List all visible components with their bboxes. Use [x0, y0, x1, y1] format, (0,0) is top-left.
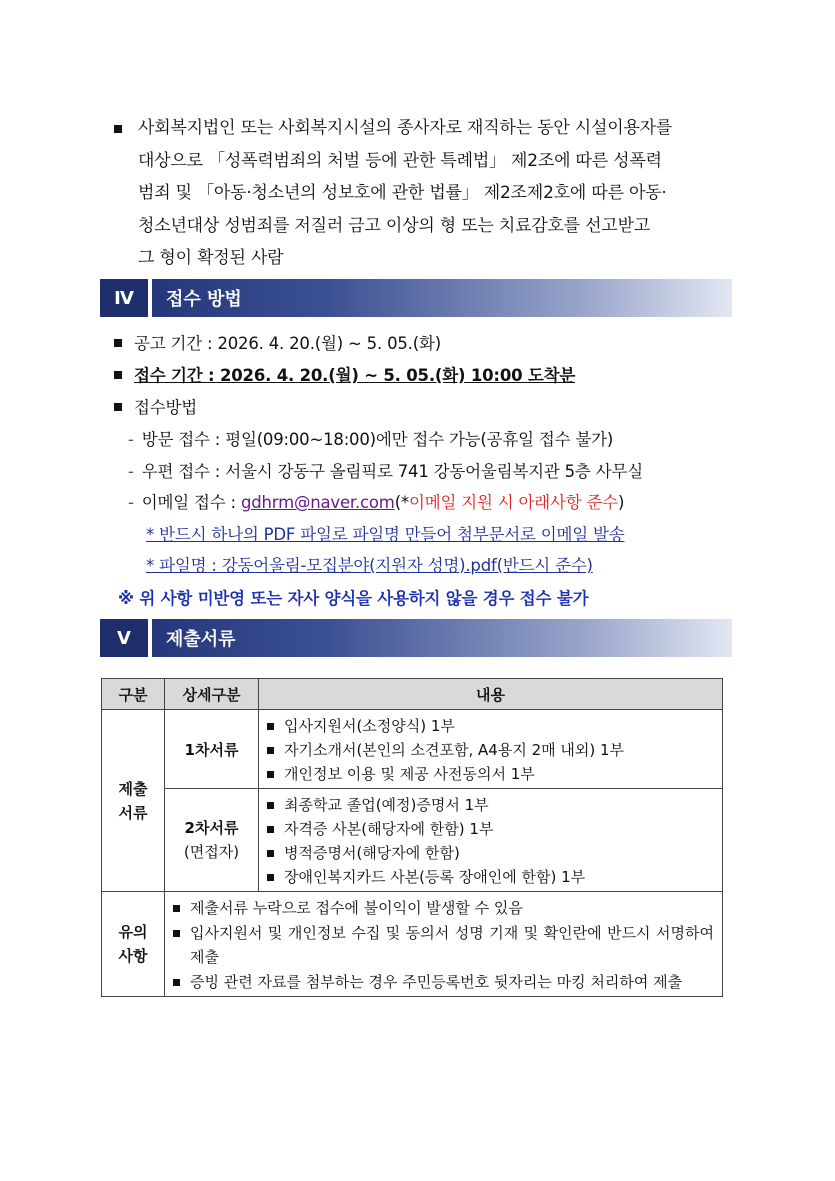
- section-title: 제출서류: [152, 619, 732, 657]
- square-bullet-icon: [114, 371, 122, 379]
- square-bullet-icon: [173, 905, 180, 912]
- section-header-documents: [100, 619, 732, 657]
- table-header-row: [102, 679, 723, 710]
- list-item: 증빙 관련 자료를 첨부하는 경우 주민등록번호 뒷자리는 마킹 처리하여 제출: [173, 970, 714, 995]
- second-round-items: [259, 789, 723, 892]
- square-bullet-icon: [267, 723, 274, 730]
- square-bullet-icon: [114, 125, 122, 133]
- receipt-period: 접수 기간 : 2026. 4. 20.(월) ~ 5. 05.(화) 10:00 도착분: [114, 362, 575, 386]
- list-item: 입사지원서 및 개인정보 수집 및 동의서 성명 기재 및 확인란에 반드시 서명하여 제출: [173, 921, 714, 970]
- second-round-label: 2차서류 (면접자): [165, 789, 259, 892]
- first-round-items: [259, 710, 723, 789]
- post-method: - 우편 접수 : 서울시 강동구 올림픽로 741 강동어울림복지관 5층 사무실: [128, 462, 643, 481]
- list-item: 병적증명서(해당자에 한함): [267, 841, 716, 865]
- list-item: 자격증 사본(해당자에 한함) 1부: [267, 817, 716, 841]
- list-item: 입사지원서(소정양식) 1부: [267, 714, 716, 738]
- header-category: 구분: [102, 679, 165, 710]
- section-number: Ⅴ: [100, 619, 148, 657]
- disqualification-paragraph: [112, 112, 742, 275]
- header-detail: 상세구분: [165, 679, 259, 710]
- notes-items: [165, 892, 723, 997]
- square-bullet-icon: [267, 874, 274, 881]
- dash-icon: -: [128, 493, 134, 512]
- category-notes: 유의 사항: [102, 892, 165, 997]
- email-link[interactable]: gdhrm@naver.com: [240, 493, 395, 512]
- intro-line: 사회복지법인 또는 사회복지시설의 종사자로 재직하는 동안 시설이용자를: [112, 112, 742, 145]
- table-row: [102, 710, 723, 789]
- list-item: 제출서류 누락으로 접수에 불이익이 발생할 수 있음: [173, 896, 714, 921]
- category-submission: 제출 서류: [102, 710, 165, 892]
- notice-period: 공고 기간 : 2026. 4. 20.(월) ~ 5. 05.(화): [114, 330, 441, 354]
- pdf-note: * 반드시 하나의 PDF 파일로 파일명 만들어 첨부문서로 이메일 발송: [146, 525, 625, 544]
- intro-line: 범죄 및 「아동·청소년의 성보호에 관한 법률」 제2조제2호에 따른 아동·: [138, 183, 667, 204]
- email-method: - 이메일 접수 : gdhrm@naver.com(*이메일 지원 시 아래사항 준수): [128, 493, 625, 512]
- visit-method: - 방문 접수 : 평일(09:00~18:00)에만 접수 가능(공휴일 접수 불가): [128, 430, 614, 449]
- list-item: 개인정보 이용 및 제공 사전동의서 1부: [267, 762, 716, 786]
- documents-table: [101, 678, 723, 997]
- square-bullet-icon: [267, 826, 274, 833]
- method-label: 접수방법: [114, 394, 197, 418]
- rejection-warning: ※ 위 사항 미반영 또는 자사 양식을 사용하지 않을 경우 접수 불가: [118, 589, 589, 608]
- section-header-application-method: [100, 279, 732, 317]
- filename-note: * 파일명 : 강동어울림-모집분야(지원자 성명).pdf(반드시 준수): [146, 556, 593, 575]
- square-bullet-icon: [173, 930, 180, 937]
- intro-line: 그 형이 확정된 사람: [138, 248, 284, 269]
- square-bullet-icon: [267, 802, 274, 809]
- table-row: [102, 789, 723, 892]
- dash-icon: -: [128, 430, 134, 449]
- list-item: 자기소개서(본인의 소견포함, A4용지 2매 내외) 1부: [267, 738, 716, 762]
- section-number: Ⅳ: [100, 279, 148, 317]
- email-warning: 이메일 지원 시 아래사항 준수: [408, 493, 619, 512]
- list-item: 장애인복지카드 사본(등록 장애인에 한함) 1부: [267, 865, 716, 889]
- intro-line: 청소년대상 성범죄를 저질러 금고 이상의 형 또는 치료감호를 선고받고: [138, 215, 651, 236]
- square-bullet-icon: [114, 403, 122, 411]
- header-content: 내용: [259, 679, 723, 710]
- square-bullet-icon: [267, 771, 274, 778]
- section-title: 접수 방법: [152, 279, 732, 317]
- dash-icon: -: [128, 462, 134, 481]
- square-bullet-icon: [114, 339, 122, 347]
- first-round-label: 1차서류: [165, 710, 259, 789]
- list-item: 최종학교 졸업(예정)증명서 1부: [267, 793, 716, 817]
- square-bullet-icon: [173, 979, 180, 986]
- table-row: [102, 892, 723, 997]
- square-bullet-icon: [267, 747, 274, 754]
- square-bullet-icon: [267, 850, 274, 857]
- intro-line: 대상으로 「성폭력범죄의 처벌 등에 관한 특례법」 제2조에 따른 성폭력: [138, 150, 662, 171]
